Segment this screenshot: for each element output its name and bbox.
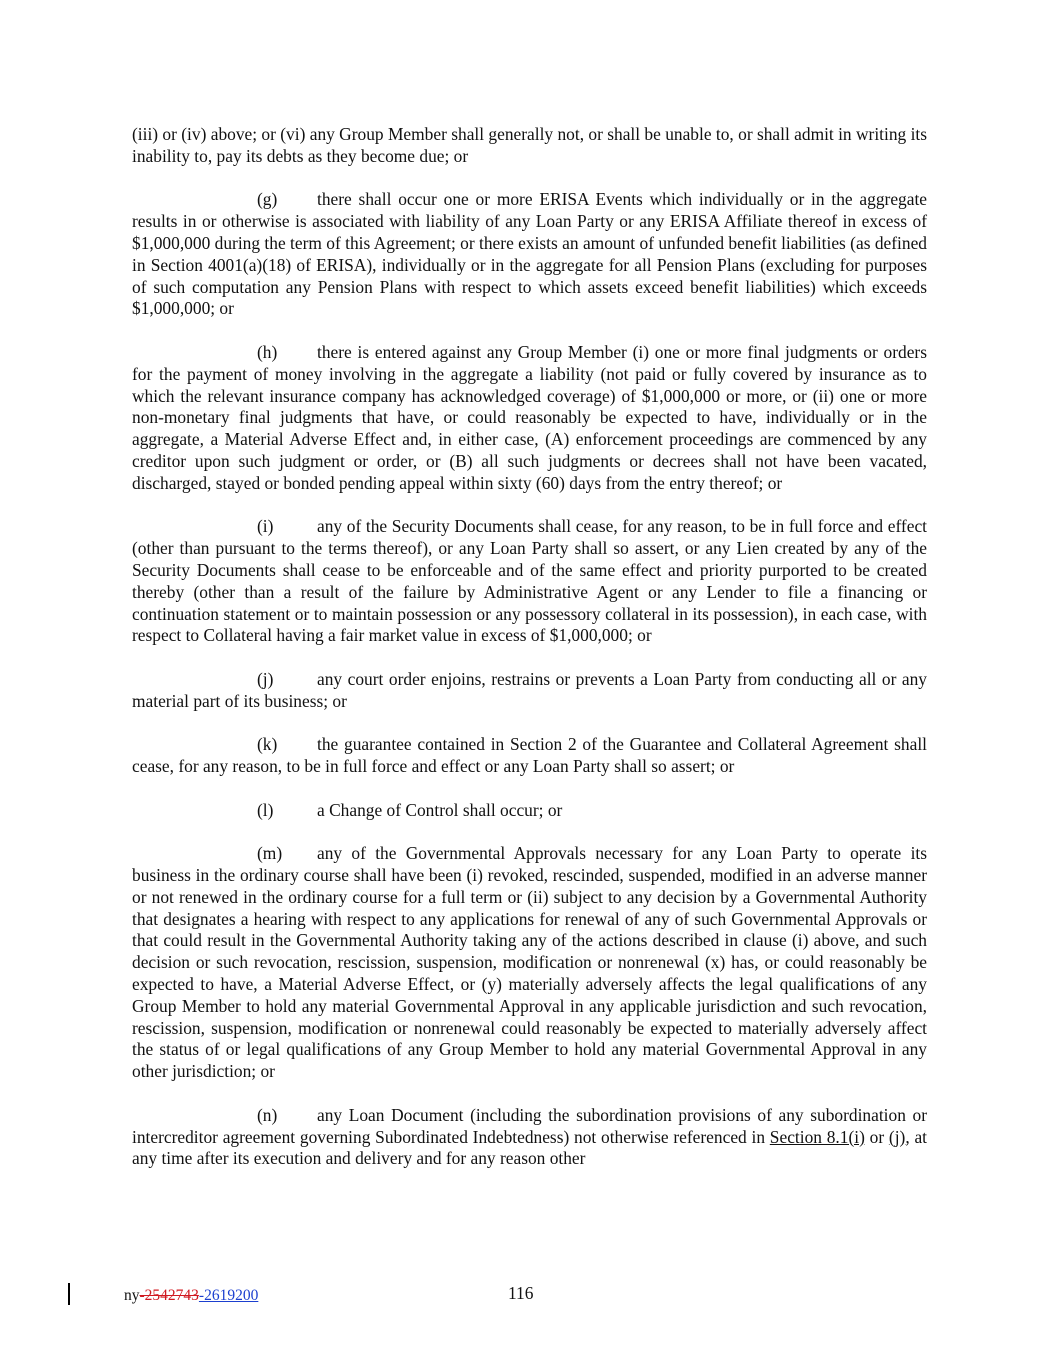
clause-j <box>132 669 927 713</box>
clause-label: (g) <box>257 189 278 210</box>
clause-text: any Loan Document (including the subordination provisions of any subordination or intercreditor agreement governing Subordinated Indebtedness) not otherwise referenced in <box>132 1104 927 1147</box>
clause-m <box>132 843 927 1083</box>
clause-j-reference[interactable]: (j) <box>888 1126 906 1147</box>
clause-label: (m) <box>257 843 283 864</box>
clause-l <box>132 800 927 822</box>
continuation-paragraph: (iii) or (iv) above; or (vi) any Group Member shall generally not, or shall be unable to, or shall admit in writing its inability to, pay its debts as they become due; or <box>132 124 927 166</box>
clause-text-connector: or <box>864 1126 889 1147</box>
change-bar <box>68 1283 70 1305</box>
document-id <box>124 1287 258 1305</box>
clause-i <box>132 516 927 647</box>
clause-k <box>132 734 927 778</box>
clause-text-tail: , at any time after its execution and delivery and for any reason other <box>132 1126 928 1169</box>
clause-text: any of the Security Documents shall cease, for any reason, to be in full force and effect (other than pursuant to the terms thereof), or any Loan Party shall so assert, or any Lien created by any of the Security Documents shall cease to be enforceable and of the same effect and priority purported to be created thereby (other than a result of the failure by Administrative Agent or any Lender to file a financing or continuation statement or to maintain possession or any possessory collateral in its possession), in each case, with respect to Collateral having a fair market value in excess of $1,000,000; or <box>132 516 927 646</box>
clause-text: there shall occur one or more ERISA Events which individually or in the aggregate results in or otherwise is associated with liability of any Loan Party or any ERISA Affiliate thereof in excess of $1,000,000 during the term of this Agreement; or there exists an amount of unfunded benefit liabilities (as defined in Section 4001(a)(18) of ERISA), individually or in the aggregate for all Pension Plans (excluding for purposes of such computation any Pension Plans with respect to which assets exceed benefit liabilities) which exceeds $1,000,000; or <box>132 189 927 319</box>
clause-label: (i) <box>257 516 274 537</box>
page-number: 116 <box>508 1283 534 1303</box>
doc-prefix: ny <box>124 1287 140 1304</box>
clause-text: there is entered against any Group Member (i) one or more final judgments or orders for the payment of money involving in the aggregate a liability (not paid or fully covered by insurance as to which the relevant insurance company has acknowledged coverage) of $1,000,000 or more, or (ii) one or more non-monetary final judgments that have, or could reasonably be expected to have, individually or in the aggregate, a Material Adverse Effect and, in either case, (A) enforcement proceedings are commenced by any creditor upon such judgment or order, or (B) all such judgments or decrees shall not have been vacated, discharged, stayed or bonded pending appeal within sixty (60) days from the entry thereof; or <box>132 341 927 493</box>
clause-text: any court order enjoins, restrains or prevents a Loan Party from conducting all or any material part of its business; or <box>132 668 927 711</box>
clause-text: the guarantee contained in Section 2 of the Guarantee and Collateral Agreement shall cease, for any reason, to be in full force and effect or any Loan Party shall so assert; or <box>132 734 927 777</box>
section-8-1-i-reference[interactable]: Section 8.1(i) <box>769 1126 865 1147</box>
clause-label: (k) <box>257 734 278 755</box>
inserted-doc-id: -2619200 <box>198 1287 259 1304</box>
clause-label: (l) <box>257 799 274 820</box>
clause-text: any of the Governmental Approvals necessary for any Loan Party to operate its business in the ordinary course shall have been (i) revoked, rescinded, suspended, modified in an adverse manner or not renewed in the ordinary course for a full term or (ii) subject to any decision by a Governmental Authority that designates a hearing with respect to any applications for renewal of any of such Governmental Approvals or that could result in the Governmental Authority taking any of the actions described in clause (i) above, and such decision or such revocation, rescission, suspension, modification or nonrenewal (x) has, or could reasonably be expected to have, a Material Adverse Effect, or (y) materially adversely affects the legal qualifications of any Group Member to hold any material Governmental Approval in any applicable jurisdiction and such revocation, rescission, suspension, modification or nonrenewal could reasonably be expected to materially adversely affect the status of or legal qualifications of any Group Member to hold any material Governmental Approval in any other jurisdiction; or <box>132 843 927 1082</box>
clause-label: (n) <box>257 1104 278 1125</box>
deleted-doc-id: -2542743 <box>139 1287 199 1304</box>
document-body <box>132 124 927 1192</box>
clause-n <box>132 1105 927 1170</box>
clause-label: (j) <box>257 668 274 689</box>
clause-text: a Change of Control shall occur; or <box>317 799 563 820</box>
clause-h <box>132 342 927 495</box>
clause-label: (h) <box>257 341 278 362</box>
clause-g <box>132 189 927 320</box>
